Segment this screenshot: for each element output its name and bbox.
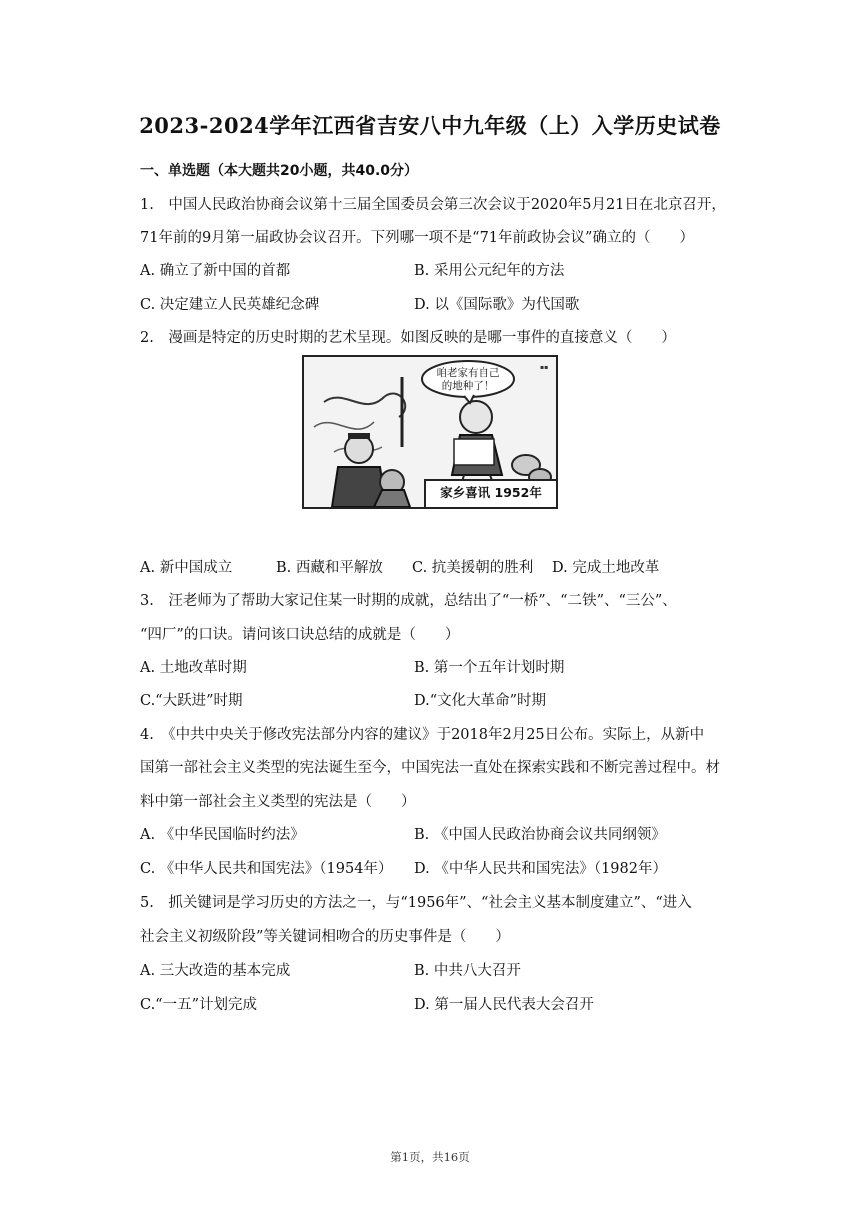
question-3-line-2: “四厂”的口诀。请问该口诀总结的成就是（ ） — [140, 627, 460, 643]
speech-bubble-text — [426, 367, 510, 393]
question-4-option-b: B. 《中国人民政治协商会议共同纲领》 — [414, 827, 666, 843]
question-2-option-c: C. 抗美援朝的胜利 — [412, 560, 534, 576]
question-2-option-a: A. 新中国成立 — [140, 560, 233, 576]
question-1-line-1: 1. 中国人民政治协商会议第十三届全国委员会第三次会议于2020年5月21日在北京召开， — [140, 197, 726, 213]
question-5-option-d: D. 第一届人民代表大会召开 — [414, 997, 594, 1013]
question-5-line-1: 5. 抓关键词是学习历史的方法之一，与“1956年”、“社会主义基本制度建立”、“进入 — [140, 895, 692, 911]
question-3-line-1: 3. 汪老师为了帮助大家记住某一时期的成就，总结出了“一桥”、“二铁”、“三公”、 — [140, 593, 677, 609]
question-5-option-b: B. 中共八大召开 — [414, 963, 521, 979]
question-5-line-2: 社会主义初级阶段”等关键词相吻合的历史事件是（ ） — [140, 929, 510, 945]
question-4-line-1: 4. 《中共中央关于修改宪法部分内容的建议》于2018年2月25日公布。实际上，从新中 — [140, 727, 705, 743]
question-3-option-d: D.“文化大革命”时期 — [414, 693, 547, 709]
question-3-option-b: B. 第一个五年计划时期 — [414, 660, 565, 676]
cartoon-image — [302, 355, 558, 509]
page-footer: 第1页，共16页 — [390, 1150, 470, 1164]
question-4-option-c: C. 《中华人民共和国宪法》（1954年） — [140, 861, 393, 877]
question-5-option-c: C.“一五”计划完成 — [140, 997, 258, 1013]
question-4-line-2: 国第一部社会主义类型的宪法诞生至今，中国宪法一直处在探索实践和不断完善过程中。材 — [140, 760, 720, 776]
question-5-option-a: A. 三大改造的基本完成 — [140, 963, 291, 979]
question-1-line-2: 71年前的9月第一届政协会议召开。下列哪一项不是“71年前政协会议”确立的（ ） — [140, 230, 694, 246]
cartoon-caption: 家乡喜讯 1952年 — [424, 479, 556, 507]
question-1-option-d: D. 以《国际歌》为代国歌 — [414, 297, 580, 313]
speech-line-2: 的地种了！ — [441, 380, 495, 392]
question-1-option-c: C. 决定建立人民英雄纪念碑 — [140, 297, 320, 313]
question-2-line-1: 2. 漫画是特定的历史时期的艺术呈现。如图反映的是哪一事件的直接意义（ ） — [140, 330, 676, 346]
question-1-option-b: B. 采用公元纪年的方法 — [414, 263, 565, 279]
question-3-option-c: C.“大跃进”时期 — [140, 693, 243, 709]
exam-title: 2023-2024学年江西省吉安八中九年级（上）入学历史试卷 — [139, 113, 721, 138]
speech-line-1: 咱老家有自己 — [436, 367, 500, 379]
question-3-option-a: A. 土地改革时期 — [140, 660, 247, 676]
section-heading: 一、单选题（本大题共20小题，共40.0分） — [140, 163, 419, 179]
question-2-option-d: D. 完成土地改革 — [552, 560, 660, 576]
svg-text:▪▪: ▪▪ — [540, 364, 549, 371]
question-1-option-a: A. 确立了新中国的首都 — [140, 263, 291, 279]
question-2-option-b: B. 西藏和平解放 — [276, 560, 383, 576]
question-4-option-a: A. 《中华民国临时约法》 — [140, 827, 305, 843]
question-4-option-d: D. 《中华人民共和国宪法》（1982年） — [414, 861, 667, 877]
question-4-line-3: 料中第一部社会主义类型的宪法是（ ） — [140, 794, 416, 810]
